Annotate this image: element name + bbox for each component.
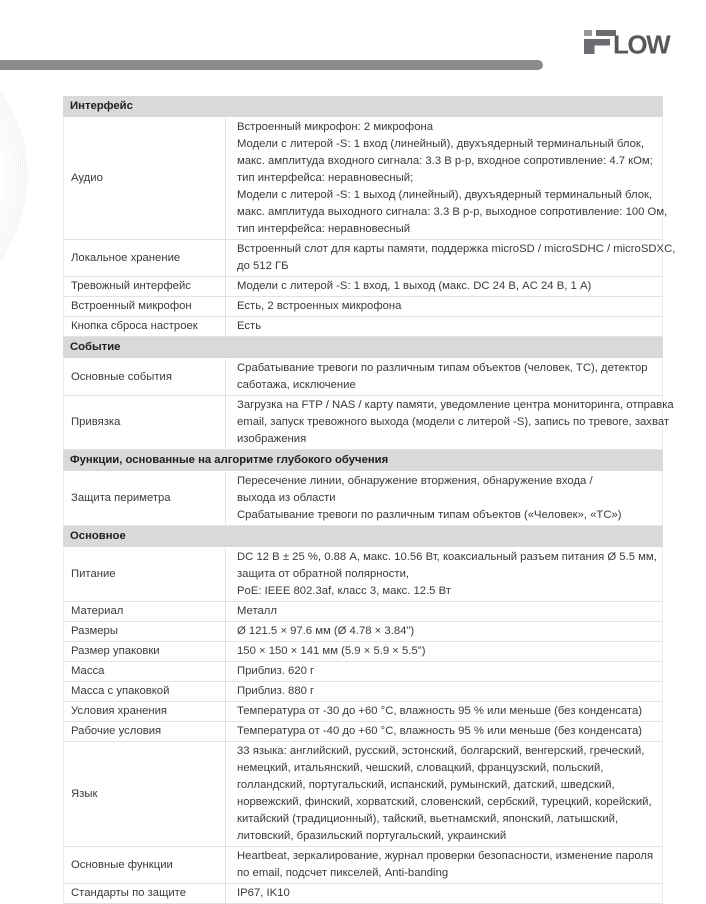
spec-label: Локальное хранение [64,240,226,276]
table-row [63,396,674,450]
spec-value: Загрузка на FTP / NAS / карту памяти, уведомление центра мониторинга, отправка email, запуск тревожного выхода (модели с литерой -S), запись по тревоге, захват изображения [237,399,674,445]
table-row [63,847,663,884]
table-row [63,277,663,297]
spec-table [63,96,676,904]
spec-label: Кнопка сброса настроек [64,317,226,336]
table-row [63,240,676,277]
spec-label: Масса [64,662,226,681]
spec-label: Основные события [64,359,226,395]
table-row [63,359,663,396]
spec-value: 33 языка: английский, русский, эстонский, болгарский, венгерский, греческий, немецкий, итальянский, чешский, словацкий, французский, польский, голландский, португальский, испанский, румынский, датский, шведский, норвежский, финский, хорватский, словенский, сербский, турецкий, корейский, китайский (традиционный), тайский, вьетнамский, японский, латышский, литовский, бразильский португальский, украинский [237,745,652,842]
spec-value: Металл [237,605,277,617]
table-row [63,702,663,722]
spec-value: 150 × 150 × 141 мм (5.9 × 5.9 × 5.5") [237,645,426,657]
table-row [63,118,668,240]
spec-value: Встроенный слот для карты памяти, поддержка microSD / microSDHC / microSDXC, до 512 ГБ [237,243,676,272]
spec-value: Срабатывание тревоги по различным типам объектов (человек, ТС), детектор саботажа, исключение [237,362,648,391]
table-row [63,297,663,317]
table-row [63,662,663,682]
section-header: Основное [63,526,663,548]
spec-label: Аудио [64,118,226,239]
spec-label: Привязка [64,396,226,449]
table-row [63,472,663,526]
spec-label: Питание [64,548,226,601]
flow-logo [584,26,674,60]
section-header: Интерфейс [63,96,663,118]
table-row [63,602,663,622]
spec-label: Встроенный микрофон [64,297,226,316]
section-header: Событие [63,337,663,359]
table-row [63,317,663,337]
spec-value: Температура от -40 до +60 °C, влажность 95 % или меньше (без конденсата) [237,725,643,737]
table-row [63,884,663,904]
spec-label: Защита периметра [64,472,226,525]
spec-value: Heartbeat, зеркалирование, журнал проверки безопасности, изменение пароля по email, подсчет пикселей, Anti-banding [237,850,654,879]
spec-value: Приблиз. 620 г [237,665,315,677]
spec-value: IP67, IK10 [237,887,290,899]
table-row [63,682,663,702]
spec-value: DC 12 В ± 25 %, 0.88 А, макс. 10.56 Вт, коаксиальный разъем питания Ø 5.5 мм, защита от обратной полярности, PoE: IEEE 802.3af, класс 3, макс. 12.5 Вт [237,551,657,597]
spec-label: Основные функции [64,847,226,883]
spec-label: Условия хранения [64,702,226,721]
spec-label: Размер упаковки [64,642,226,661]
table-row [63,722,663,742]
spec-value: Температура от -30 до +60 °C, влажность 95 % или меньше (без конденсата) [237,705,643,717]
header-divider-bar [0,60,543,70]
logo-f-dash-light [584,30,592,36]
spec-value: Есть, 2 встроенных микрофона [237,300,402,312]
table-row [63,642,663,662]
table-row [63,742,663,847]
table-row [63,622,663,642]
spec-value: Встроенный микрофон: 2 микрофона Модели с литерой -S: 1 вход (линейный), двухъядерный терминальный блок, макс. амплитуда входного сигнала: 3.3 В p-p, входное сопротивление: 4.7 кОм; тип интерфейса: неравновесный; Модели с литерой -S: 1 выход (линейный), двухъядерный терминальный блок, макс. амплитуда выходного сигнала: 3.3 В p-p, выходное сопротивление: 100 Ом, тип интерфейса: неравновесный [237,121,668,235]
logo-wordmark: LOW [613,29,670,60]
spec-label: Тревожный интерфейс [64,277,226,296]
spec-label: Масса с упаковкой [64,682,226,701]
logo-f-stem [584,39,610,54]
spec-label: Язык [64,742,226,846]
spec-label: Материал [64,602,226,621]
spec-label: Размеры [64,622,226,641]
spec-label: Рабочие условия [64,722,226,741]
spec-value: Модели с литерой -S: 1 вход, 1 выход (макс. DC 24 В, AC 24 В, 1 А) [237,280,592,292]
decorative-swirl [0,78,60,278]
spec-value: Приблиз. 880 г [237,685,315,697]
section-header: Функции, основанные на алгоритме глубокого обучения [63,450,663,472]
spec-value: Ø 121.5 × 97.6 мм (Ø 4.78 × 3.84") [237,625,415,637]
spec-label: Стандарты по защите [64,884,226,903]
table-row [63,548,663,602]
spec-value: Есть [237,320,262,332]
spec-value: Пересечение линии, обнаружение вторжения, обнаружение входа / выхода из области Срабатывание тревоги по различным типам объектов («Человек», «ТС») [237,475,622,521]
